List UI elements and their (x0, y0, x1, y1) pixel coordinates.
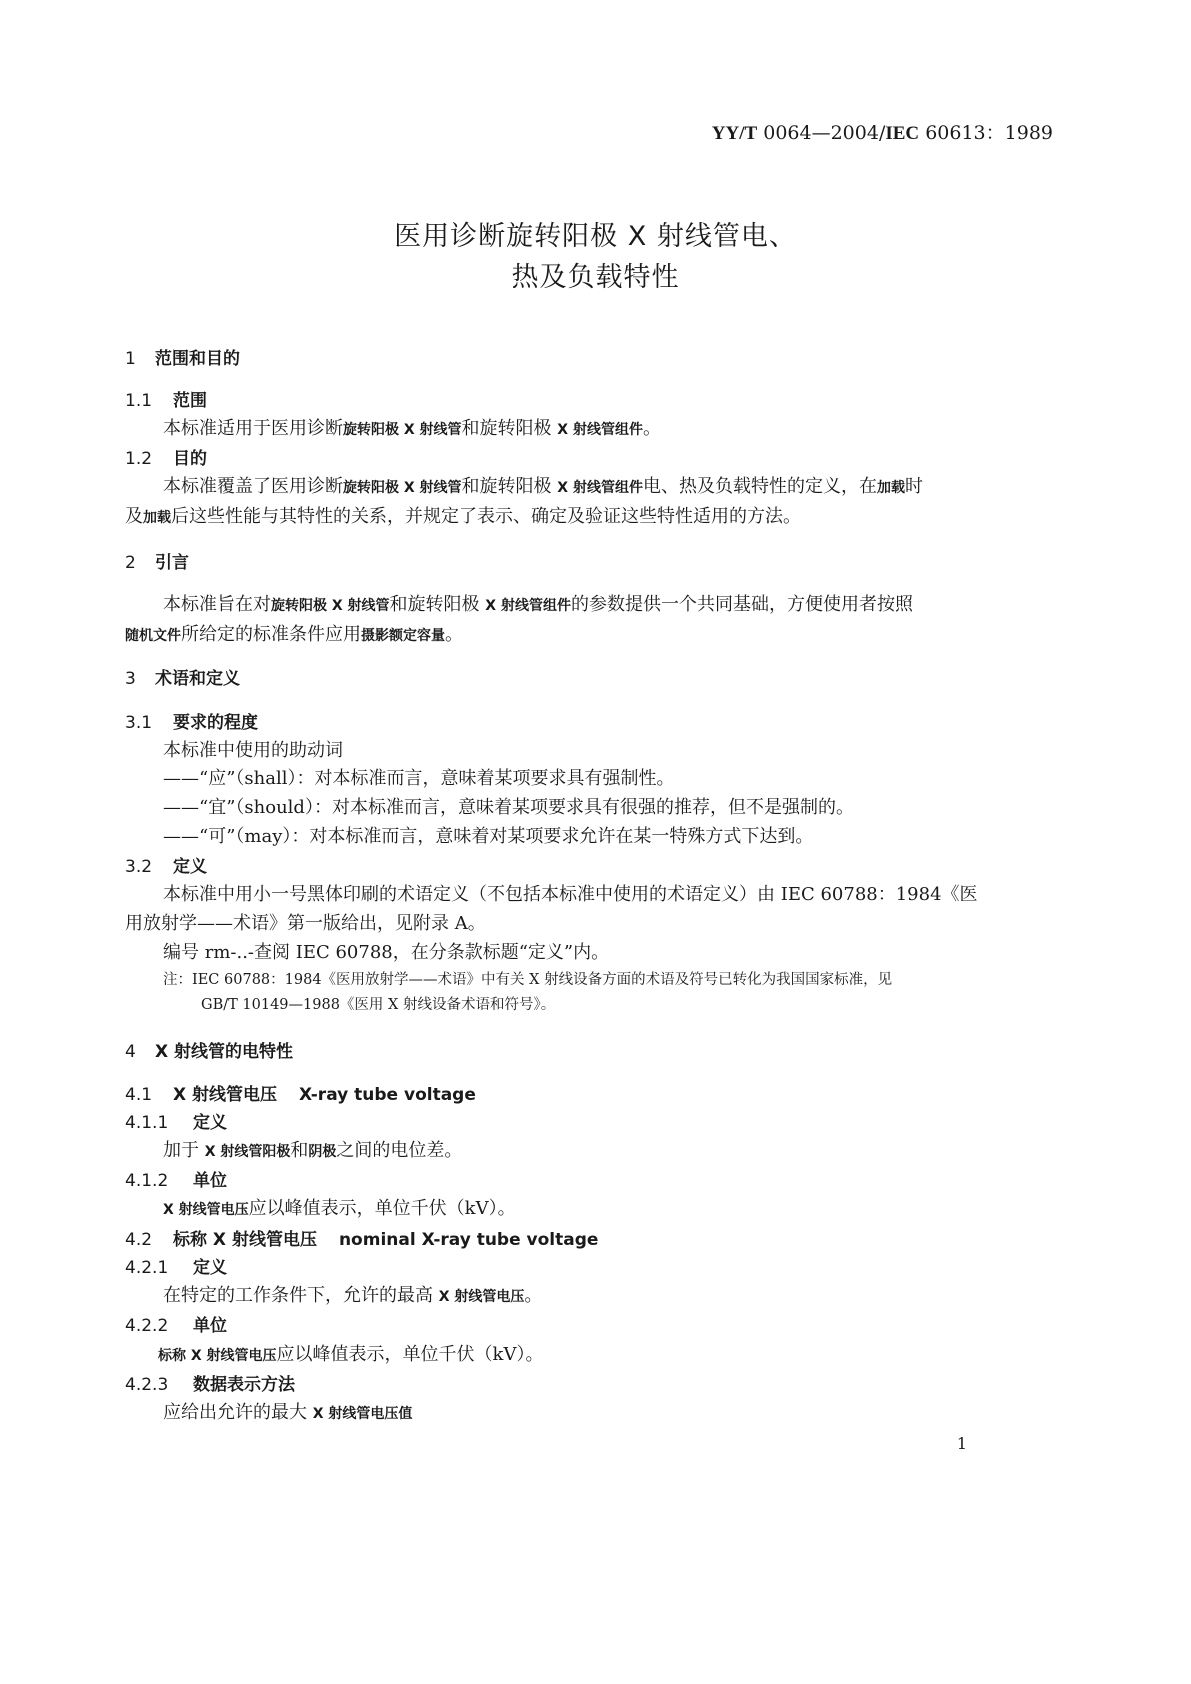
list-item: ——“可”（may）：对本标准而言，意味着对某项要求允许在某一特殊方式下达到。 (163, 826, 814, 847)
paragraph-line: 随机文件所给定的标准条件应用摄影额定容量。 (125, 624, 463, 645)
term: 阴极 (308, 1144, 337, 1160)
section-heading: 4.2.1 定义 (125, 1258, 227, 1278)
paragraph: 本标准适用于医用诊断旋转阳极 X 射线管和旋转阳极 X 射线管组件。 (163, 418, 661, 439)
section-heading: 2 引言 (125, 553, 189, 573)
paragraph: 标称 X 射线管电压应以峰值表示，单位千伏（kV）。 (158, 1344, 544, 1365)
paragraph: 应给出允许的最大 X 射线管电压值 (163, 1402, 413, 1423)
code-part: 0064—2004/ (757, 122, 886, 144)
section-heading: 4.2.3 数据表示方法 (125, 1375, 295, 1395)
section-heading: 3 术语和定义 (125, 669, 240, 689)
section-heading: 1.2 目的 (125, 449, 207, 469)
section-heading: 1.1 范围 (125, 391, 207, 411)
term: X 射线管组件 (485, 598, 571, 614)
code-part: 60613：1989 (919, 122, 1053, 144)
term: X 射线管组件 (557, 480, 643, 496)
term: X 射线管电压 (163, 1202, 249, 1218)
paragraph-line: 编号 rm-..-查阅 IEC 60788，在分条款标题“定义”内。 (163, 942, 610, 963)
section-heading: 4.2.2 单位 (125, 1316, 227, 1336)
section-heading: 1 范围和目的 (125, 349, 240, 369)
document-title-line-1: 医用诊断旋转阳极 X 射线管电、 (394, 221, 797, 252)
paragraph: X 射线管电压应以峰值表示，单位千伏（kV）。 (163, 1198, 516, 1219)
paragraph: 加于 X 射线管阳极和阴极之间的电位差。 (163, 1140, 463, 1161)
term: X 射线管组件 (557, 422, 643, 438)
term: X 射线管电压 (438, 1289, 525, 1305)
document-title-line-2: 热及负载特性 (511, 262, 680, 293)
section-heading: 3.1 要求的程度 (125, 713, 258, 733)
term: X 射线管电压值 (312, 1406, 413, 1422)
note-line: 注：IEC 60788：1984《医用放射学——术语》中有关 X 射线设备方面的术语及符号已转化为我国国家标准，见 (163, 972, 893, 988)
paragraph-line: 本标准旨在对旋转阳极 X 射线管和旋转阳极 X 射线管组件的参数提供一个共同基础，方便使用者按照 (163, 594, 913, 615)
term: 加载 (876, 480, 905, 496)
list-item: ——“宜”（should）：对本标准而言，意味着某项要求具有很强的推荐，但不是强制的。 (163, 797, 854, 818)
term: 随机文件 (125, 628, 181, 644)
page-number: 1 (956, 1434, 967, 1453)
term: 加载 (143, 510, 171, 526)
code-part: IEC (885, 123, 920, 144)
paragraph-line: 用放射学——术语》第一版给出，见附录 A。 (125, 913, 486, 934)
section-heading: 4 X 射线管的电特性 (125, 1042, 294, 1062)
term: 旋转阳极 X 射线管 (343, 480, 462, 496)
term: 旋转阳极 X 射线管 (271, 598, 390, 614)
section-heading: 4.1 X 射线管电压 X-ray tube voltage (125, 1085, 476, 1105)
section-heading: 4.1.2 单位 (125, 1171, 227, 1191)
note-line: GB/T 10149—1988《医用 X 射线设备术语和符号》。 (201, 997, 556, 1013)
section-heading: 3.2 定义 (125, 857, 207, 877)
list-item: ——“应”（shall）：对本标准而言，意味着某项要求具有强制性。 (163, 768, 675, 789)
code-part: YY/T (711, 123, 758, 144)
section-heading: 4.1.1 定义 (125, 1113, 227, 1133)
standard-code (712, 118, 1053, 145)
paragraph-line: 本标准中用小一号黑体印刷的术语定义（不包括本标准中使用的术语定义）由 IEC 60788：1984《医 (163, 884, 978, 905)
term: 摄影额定容量 (361, 628, 445, 644)
term: X 射线管阳极 (204, 1144, 291, 1160)
section-heading: 4.2 标称 X 射线管电压 nominal X-ray tube voltage (125, 1230, 599, 1250)
paragraph-line: 及加载后这些性能与其特性的关系，并规定了表示、确定及验证这些特性适用的方法。 (125, 506, 801, 527)
term: 旋转阳极 X 射线管 (343, 422, 462, 438)
term: 标称 X 射线管电压 (158, 1348, 277, 1364)
paragraph: 在特定的工作条件下，允许的最高 X 射线管电压。 (163, 1285, 543, 1306)
paragraph: 本标准中使用的助动词 (163, 740, 343, 761)
paragraph-line: 本标准覆盖了医用诊断旋转阳极 X 射线管和旋转阳极 X 射线管组件电、热及负载特性的定义，在加载时 (163, 476, 923, 497)
